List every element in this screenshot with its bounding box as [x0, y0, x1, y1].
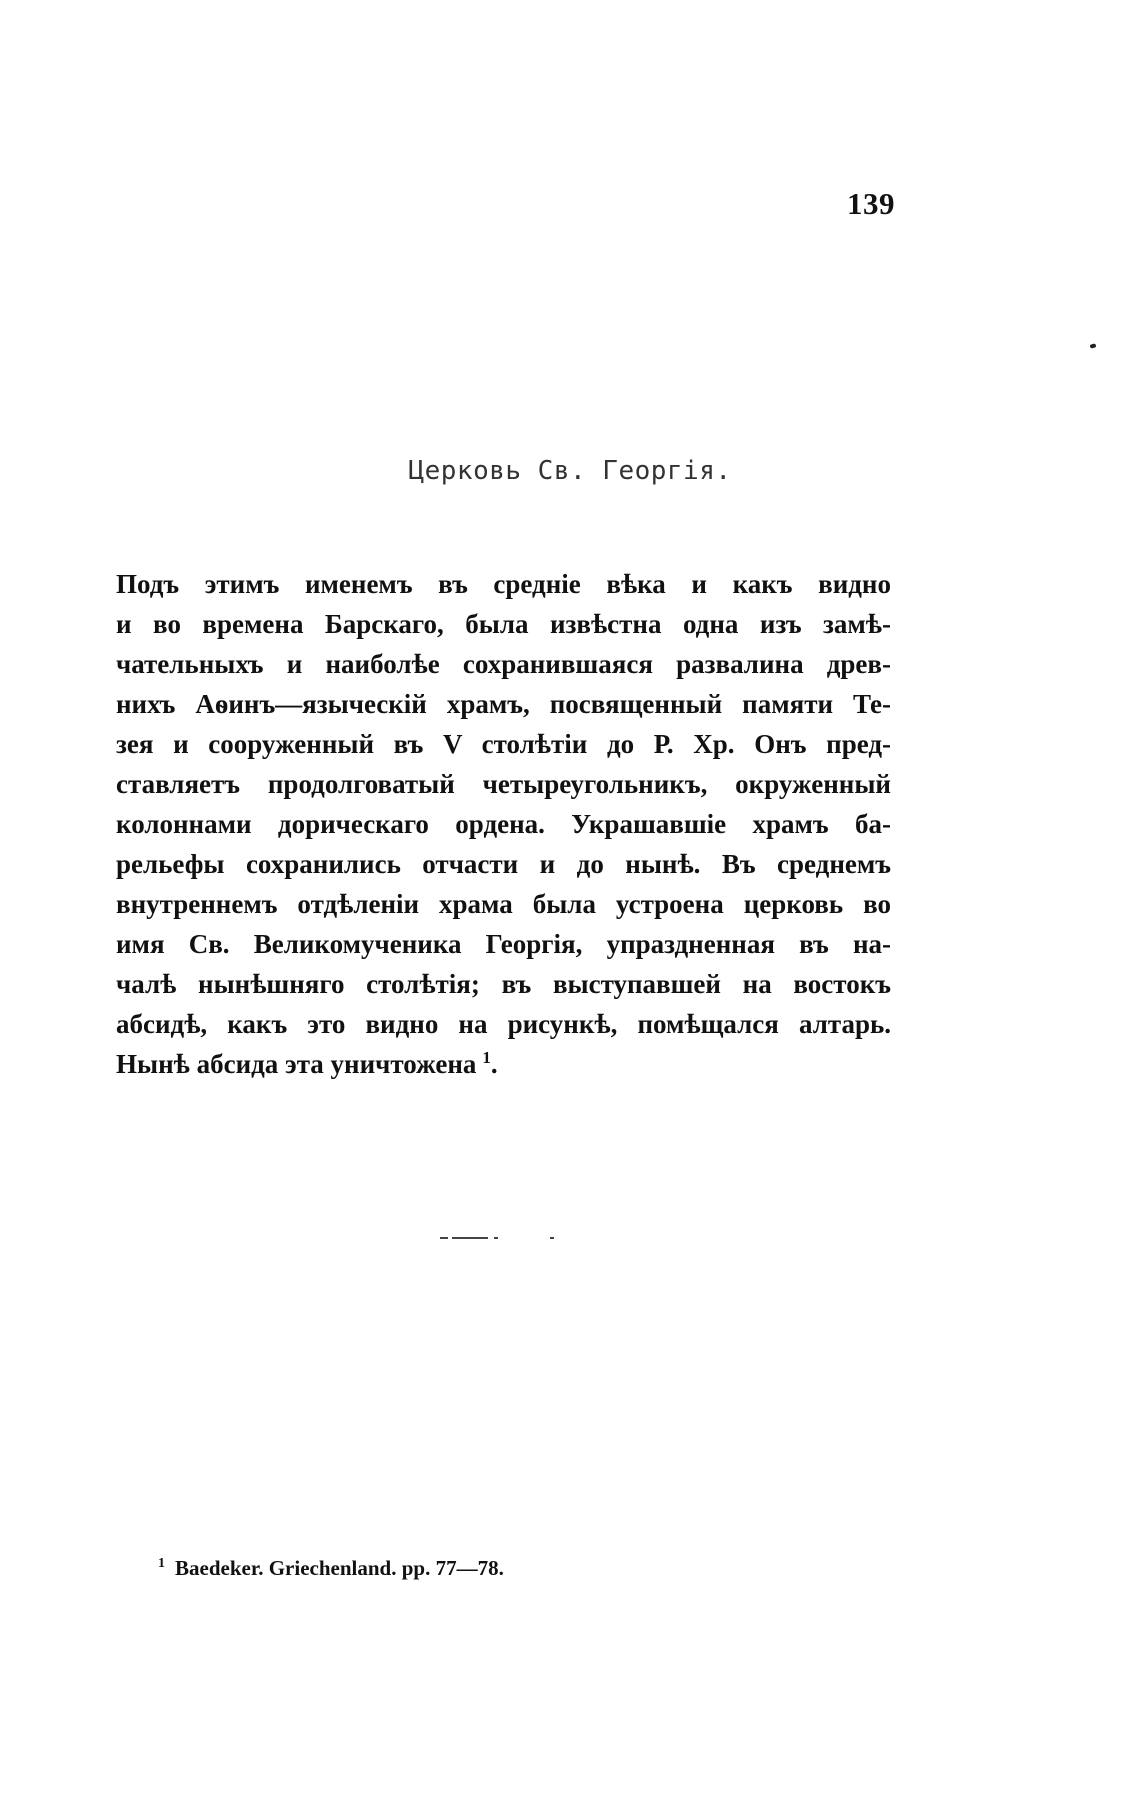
- body-line-text: Нынѣ абсида эта уничтожена: [116, 1049, 477, 1079]
- section-divider: [440, 1237, 555, 1241]
- body-line: рельефы сохранились отчасти и до нынѣ. Въ среднемъ: [116, 849, 891, 879]
- body-text: [116, 564, 891, 1084]
- footnote-text: Baedeker. Griechenland. pp. 77—78.: [175, 1556, 504, 1580]
- period: .: [490, 1049, 498, 1079]
- divider-segment: [494, 1237, 498, 1239]
- footnote-mark: 1: [158, 1556, 165, 1571]
- body-line: и во времена Барскаго, была извѣстна одна изъ замѣ-: [116, 609, 891, 639]
- divider-segment: [440, 1237, 448, 1239]
- page-number: 139: [847, 186, 895, 221]
- body-line: ставляетъ продолговатый четыреугольникъ, окруженный: [116, 769, 891, 799]
- body-line: чалѣ нынѣшняго столѣтія; въ выступавшей на востокъ: [116, 969, 891, 999]
- divider-segment: [452, 1237, 488, 1239]
- body-line: абсидѣ, какъ это видно на рисункѣ, помѣщался алтарь.: [116, 1009, 891, 1039]
- body-line-last: [116, 1044, 891, 1084]
- divider-segment: [550, 1237, 554, 1239]
- footnote: [158, 1556, 504, 1581]
- body-line: колоннами дорическаго ордена. Украшавшіе храмъ ба-: [116, 809, 891, 839]
- body-line: зея и сооруженный въ V столѣтіи до Р. Хр. Онъ пред-: [116, 729, 891, 759]
- body-line: нихъ Аѳинъ—языческій храмъ, посвященный памяти Те-: [116, 689, 891, 719]
- body-line: чательныхъ и наиболѣе сохранившаяся развалина древ-: [116, 649, 891, 679]
- body-line: Подъ этимъ именемъ въ средніе вѣка и какъ видно: [116, 569, 891, 599]
- footnote-reference: 1: [482, 1048, 491, 1067]
- body-line: внутреннемъ отдѣленіи храма была устроена церковь во: [116, 889, 891, 919]
- ink-speck: [1090, 343, 1097, 348]
- section-heading: Церковь Св. Георгія.: [408, 456, 732, 486]
- body-line: имя Св. Великомученика Георгія, упраздненная въ на-: [116, 929, 891, 959]
